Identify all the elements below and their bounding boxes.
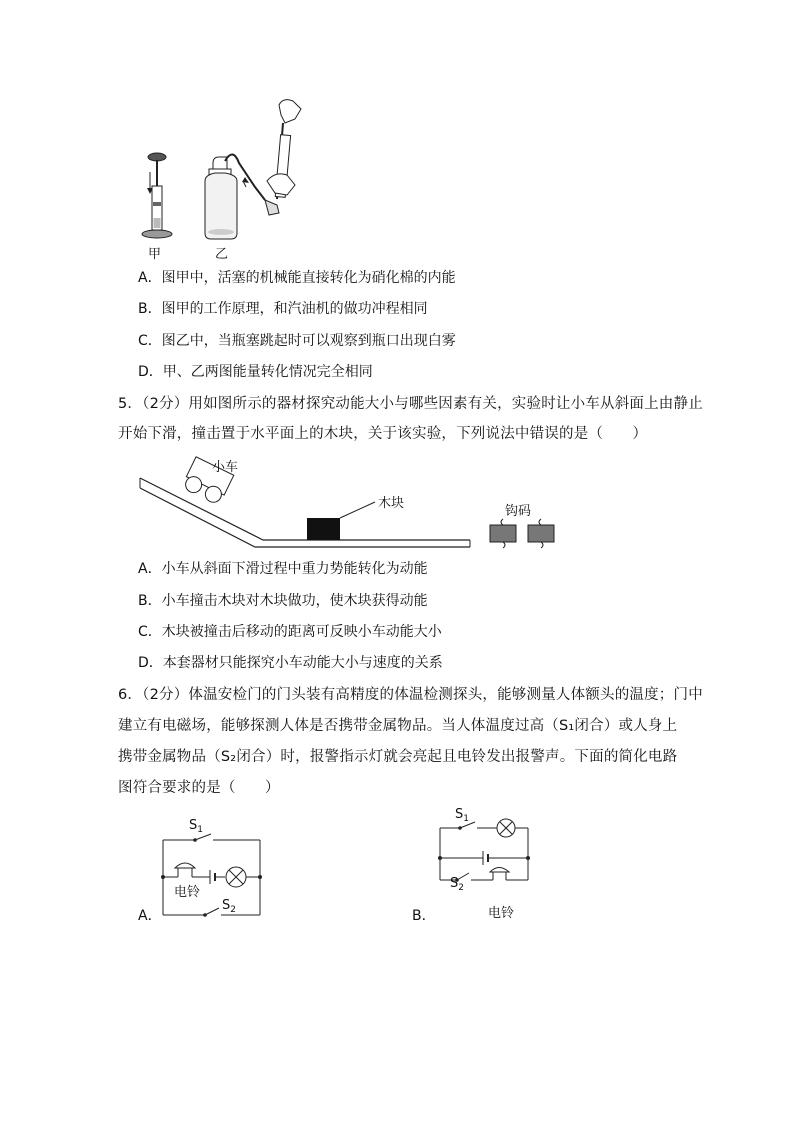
circuit-b-bell-label: 电铃 [488,906,515,921]
fire-syringe-illustration [140,150,180,245]
q4-option-b: B．图甲的工作原理，和汽油机的做功冲程相同 [138,301,428,317]
q6-stem-line-4: 图符合要求的是（ ） [118,780,280,796]
q4-option-c: C．图乙中，当瓶塞跳起时可以观察到瓶口出现白雾 [138,333,456,349]
q6-stem-line-1: 6．（2分）体温安检门的门头装有高精度的体温检测探头，能够测量人体额头的温度；门中 [118,687,703,703]
q5-option-b: B．小车撞击木块对木块做功，使木块获得动能 [138,593,428,609]
fig-label-jia: 甲 [148,247,162,262]
q5-stem-line-2: 开始下滑，撞击置于水平面上的木块，关于该实验，下列说法中错误的是（ ） [118,426,648,442]
q4-option-a: A．图甲中，活塞的机械能直接转化为硝化棉的内能 [138,270,456,286]
circuit-b-option-label: B． [412,908,436,924]
incline-experiment-figure [135,450,565,560]
q6-stem-line-2: 建立有电磁场，能够探测人体是否携带金属物品。当人体温度过高（S₁闭合）或人身上 [118,718,678,734]
circuit-a-option-label: A． [138,908,162,924]
q5-stem-line-1: 5．（2分）用如图所示的器材探究动能大小与哪些因素有关，实验时让小车从斜面上由静止 [118,396,703,412]
circuit-a-s2-label: $S_2$ [222,898,236,915]
circuit-a-diagram [155,830,270,920]
bottle-pump-illustration [195,95,325,245]
circuit-b-s2-label: $S_2$ [450,876,464,893]
fig-label-block: 木块 [378,496,405,511]
q5-option-c: C．木块被撞击后移动的距离可反映小车动能大小 [138,624,442,640]
circuit-b-s1-label: $S_1$ [455,807,469,824]
q5-option-a: A．小车从斜面下滑过程中重力势能转化为动能 [138,561,428,577]
fig-label-yi: 乙 [215,247,229,262]
fig-label-weights: 钩码 [505,504,532,519]
circuit-a-bell-label: 电铃 [174,885,201,900]
q4-option-d: D．甲、乙两图能量转化情况完全相同 [138,364,373,380]
circuit-a-s1-label: $S_1$ [189,818,203,835]
q5-option-d: D．本套器材只能探究小车动能大小与速度的关系 [138,655,443,671]
fig-label-cart: 小车 [212,460,239,475]
q6-stem-line-3: 携带金属物品（S₂闭合）时，报警指示灯就会亮起且电铃发出报警声。下面的简化电路 [118,749,678,765]
